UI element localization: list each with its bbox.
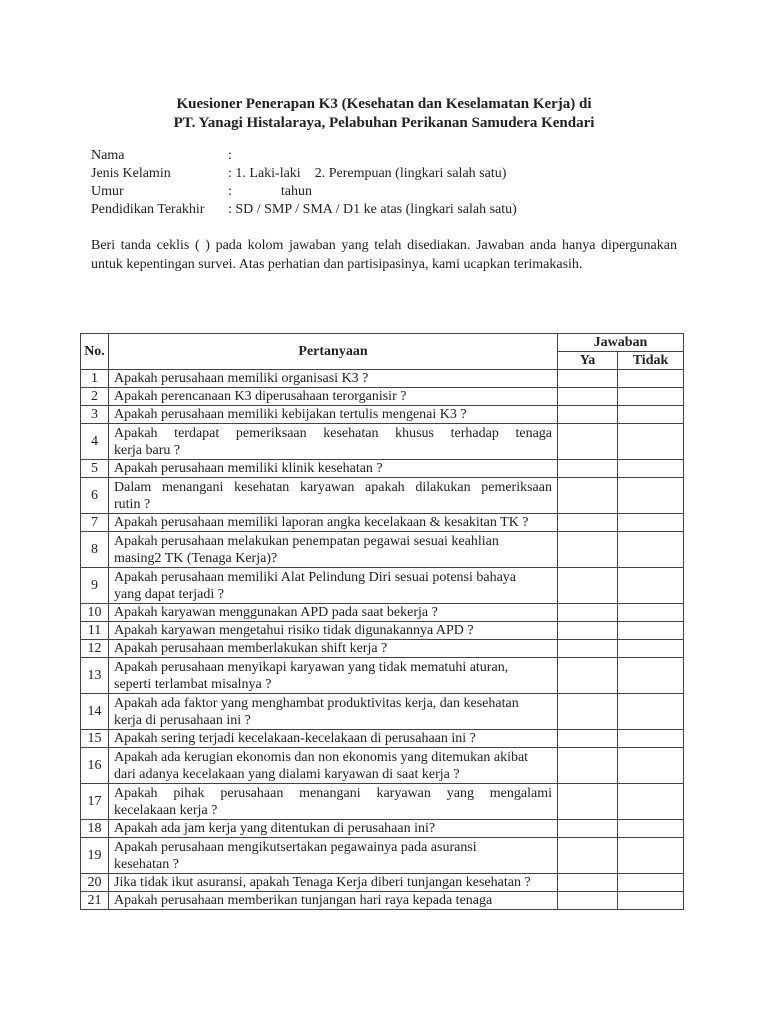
table-row	[81, 532, 684, 568]
question-cell	[109, 622, 558, 640]
table-row	[81, 514, 684, 532]
table-row	[81, 424, 684, 460]
header-no-answer: Tidak	[618, 352, 684, 370]
row-number: 16	[81, 748, 109, 784]
table-row	[81, 370, 684, 388]
question-cell	[109, 406, 558, 424]
answer-no-cell[interactable]	[618, 640, 684, 658]
answer-yes-cell[interactable]	[558, 640, 618, 658]
question-text: Apakah perusahaan memiliki klinik kesehatan ?	[114, 461, 383, 476]
row-number: 12	[81, 640, 109, 658]
answer-yes-cell[interactable]	[558, 478, 618, 514]
question-text: Apakah ada faktor yang menghambat produktivitas kerja, dan kesehatan	[114, 695, 519, 711]
answer-no-cell[interactable]	[618, 730, 684, 748]
table-row	[81, 640, 684, 658]
question-cell	[109, 568, 558, 604]
question-cell	[109, 730, 558, 748]
info-value: : tahun	[228, 184, 312, 199]
table-row	[81, 658, 684, 694]
header-no: No.	[81, 334, 109, 370]
answer-yes-cell[interactable]	[558, 604, 618, 622]
table-row	[81, 478, 684, 514]
info-label: Jenis Kelamin	[91, 166, 171, 181]
row-number: 21	[81, 892, 109, 910]
info-label: Umur	[91, 184, 124, 199]
row-number: 10	[81, 604, 109, 622]
instructions-paragraph: Beri tanda ceklis ( ) pada kolom jawaban yang telah disediakan. Jawaban anda hanya dipergunakan untuk kepentingan survei. Atas perhatian dan partisipasinya, kami ucapkan terimakasih.	[91, 238, 677, 272]
question-text: seperti terlambat misalnya ?	[114, 676, 272, 692]
answer-no-cell[interactable]	[618, 838, 684, 874]
question-text: Apakah terdapat pemeriksaan kesehatan khusus terhadap tenaga	[114, 425, 552, 441]
answer-yes-cell[interactable]	[558, 874, 618, 892]
answer-yes-cell[interactable]	[558, 532, 618, 568]
question-text: Dalam menangani kesehatan karyawan apakah dilakukan pemeriksaan	[114, 479, 552, 495]
info-value: : SD / SMP / SMA / D1 ke atas (lingkari salah satu)	[228, 202, 517, 217]
question-cell	[109, 658, 558, 694]
answer-no-cell[interactable]	[618, 424, 684, 460]
table-row	[81, 874, 684, 892]
question-cell	[109, 532, 558, 568]
question-text: Apakah pihak perusahaan menangani karyawan yang mengalami	[114, 785, 552, 801]
header-answer: Jawaban	[558, 334, 684, 352]
answer-no-cell[interactable]	[618, 748, 684, 784]
row-number: 3	[81, 406, 109, 424]
info-value: : 1. Laki-laki 2. Perempuan (lingkari salah satu)	[228, 166, 507, 181]
question-text: Apakah perusahaan memiliki organisasi K3 ?	[114, 371, 369, 386]
header-yes: Ya	[558, 352, 618, 370]
question-text: Apakah perusahaan menyikapi karyawan yang tidak mematuhi aturan,	[114, 659, 509, 675]
question-text: kerja di perusahaan ini ?	[114, 712, 251, 728]
answer-yes-cell[interactable]	[558, 388, 618, 406]
document-title	[0, 95, 768, 133]
question-text: Apakah karyawan mengetahui risiko tidak digunakannya APD ?	[114, 623, 474, 638]
answer-yes-cell[interactable]	[558, 622, 618, 640]
question-text: Apakah perusahaan memberlakukan shift kerja ?	[114, 641, 388, 656]
answer-yes-cell[interactable]	[558, 406, 618, 424]
question-text: Apakah perusahaan mengikutsertakan pegawainya pada asuransi	[114, 839, 477, 855]
answer-no-cell[interactable]	[618, 604, 684, 622]
answer-no-cell[interactable]	[618, 388, 684, 406]
row-number: 4	[81, 424, 109, 460]
question-cell	[109, 874, 558, 892]
answer-no-cell[interactable]	[618, 370, 684, 388]
answer-yes-cell[interactable]	[558, 892, 618, 910]
info-row-education	[91, 201, 517, 219]
question-text: Apakah perusahaan memberikan tunjangan hari raya kepada tenaga	[114, 893, 493, 908]
row-number: 7	[81, 514, 109, 532]
row-number: 13	[81, 658, 109, 694]
answer-yes-cell[interactable]	[558, 370, 618, 388]
question-text: Apakah sering terjadi kecelakaan-kecelakaan di perusahaan ini ?	[114, 731, 476, 746]
row-number: 11	[81, 622, 109, 640]
table-row	[81, 892, 684, 910]
table-row	[81, 820, 684, 838]
row-number: 15	[81, 730, 109, 748]
answer-yes-cell[interactable]	[558, 838, 618, 874]
answer-yes-cell[interactable]	[558, 568, 618, 604]
question-cell	[109, 784, 558, 820]
answer-no-cell[interactable]	[618, 784, 684, 820]
question-text: dari adanya kecelakaan yang dialami karyawan di saat kerja ?	[114, 766, 460, 782]
question-text: Jika tidak ikut asuransi, apakah Tenaga Kerja diberi tunjangan kesehatan ?	[114, 875, 531, 890]
question-cell	[109, 604, 558, 622]
table-row	[81, 604, 684, 622]
question-text: kecelakaan kerja ?	[114, 802, 218, 818]
info-row-gender	[91, 165, 517, 183]
answer-yes-cell[interactable]	[558, 514, 618, 532]
question-cell	[109, 370, 558, 388]
answer-no-cell[interactable]	[618, 658, 684, 694]
table-row	[81, 784, 684, 820]
table-row	[81, 460, 684, 478]
question-cell	[109, 460, 558, 478]
question-cell	[109, 820, 558, 838]
row-number: 14	[81, 694, 109, 730]
question-cell	[109, 640, 558, 658]
row-number: 20	[81, 874, 109, 892]
answer-yes-cell[interactable]	[558, 730, 618, 748]
header-question: Pertanyaan	[109, 334, 558, 370]
table-row	[81, 694, 684, 730]
question-cell	[109, 478, 558, 514]
question-cell	[109, 694, 558, 730]
answer-no-cell[interactable]	[618, 694, 684, 730]
answer-yes-cell[interactable]	[558, 658, 618, 694]
row-number: 1	[81, 370, 109, 388]
question-text: rutin ?	[114, 496, 151, 512]
question-text: Apakah ada jam kerja yang ditentukan di perusahaan ini?	[114, 821, 436, 836]
answer-yes-cell[interactable]	[558, 784, 618, 820]
info-row-name	[91, 147, 517, 165]
question-cell	[109, 892, 558, 910]
row-number: 9	[81, 568, 109, 604]
info-label: Pendidikan Terakhir	[91, 202, 205, 217]
question-cell	[109, 748, 558, 784]
table-row	[81, 406, 684, 424]
question-text: Apakah perusahaan memiliki laporan angka kecelakaan & kesakitan TK ?	[114, 515, 529, 530]
row-number: 17	[81, 784, 109, 820]
answer-yes-cell[interactable]	[558, 820, 618, 838]
answer-no-cell[interactable]	[618, 568, 684, 604]
table-row	[81, 748, 684, 784]
answer-yes-cell[interactable]	[558, 424, 618, 460]
info-row-age	[91, 183, 517, 201]
question-cell	[109, 424, 558, 460]
answer-no-cell[interactable]	[618, 478, 684, 514]
question-text: kesehatan ?	[114, 856, 179, 872]
title-line-1: Kuesioner Penerapan K3 (Kesehatan dan Keselamatan Kerja) di	[176, 96, 592, 112]
answer-yes-cell[interactable]	[558, 748, 618, 784]
answer-no-cell[interactable]	[618, 406, 684, 424]
question-text: Apakah ada kerugian ekonomis dan non ekonomis yang ditemukan akibat	[114, 749, 529, 765]
question-cell	[109, 388, 558, 406]
table-row	[81, 568, 684, 604]
row-number: 6	[81, 478, 109, 514]
questionnaire-table	[80, 333, 684, 910]
question-text: kerja baru ?	[114, 442, 181, 458]
answer-no-cell[interactable]	[618, 820, 684, 838]
row-number: 19	[81, 838, 109, 874]
title-line-2: PT. Yanagi Histalaraya, Pelabuhan Perikanan Samudera Kendari	[173, 115, 595, 131]
table-row	[81, 730, 684, 748]
question-text: Apakah perusahaan melakukan penempatan pegawai sesuai keahlian	[114, 533, 499, 549]
answer-yes-cell[interactable]	[558, 460, 618, 478]
row-number: 8	[81, 532, 109, 568]
answer-no-cell[interactable]	[618, 892, 684, 910]
table-row	[81, 622, 684, 640]
question-text: Apakah perencanaan K3 diperusahaan terorganisir ?	[114, 389, 407, 404]
table-row	[81, 838, 684, 874]
answer-no-cell[interactable]	[618, 874, 684, 892]
question-cell	[109, 838, 558, 874]
question-text: Apakah perusahaan memiliki Alat Pelindung Diri sesuai potensi bahaya	[114, 569, 517, 585]
answer-no-cell[interactable]	[618, 514, 684, 532]
row-number: 2	[81, 388, 109, 406]
table-row	[81, 388, 684, 406]
answer-no-cell[interactable]	[618, 532, 684, 568]
row-number: 5	[81, 460, 109, 478]
info-value: :	[228, 148, 232, 163]
answer-yes-cell[interactable]	[558, 694, 618, 730]
question-text: Apakah karyawan menggunakan APD pada saat bekerja ?	[114, 605, 438, 620]
row-number: 18	[81, 820, 109, 838]
respondent-info	[91, 147, 517, 219]
info-label: Nama	[91, 148, 125, 163]
question-text: yang dapat terjadi ?	[114, 586, 225, 602]
question-text: masing2 TK (Tenaga Kerja)?	[114, 550, 278, 566]
answer-no-cell[interactable]	[618, 460, 684, 478]
question-cell	[109, 514, 558, 532]
answer-no-cell[interactable]	[618, 622, 684, 640]
question-text: Apakah perusahaan memiliki kebijakan tertulis mengenai K3 ?	[114, 407, 467, 422]
